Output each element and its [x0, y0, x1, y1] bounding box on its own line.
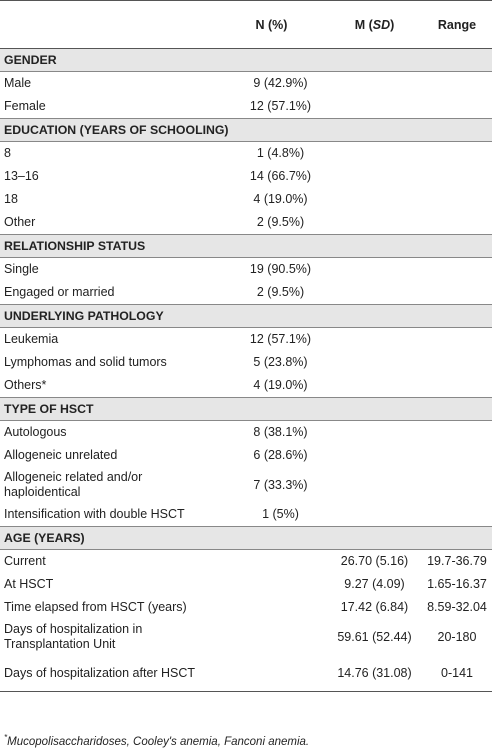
row-label: Lymphomas and solid tumors — [4, 355, 167, 369]
n-percent-value: 2 (9.5%) — [256, 285, 305, 299]
row-n-percent — [216, 467, 327, 503]
section-title: TYPE OF HSCT — [0, 398, 492, 421]
table-row — [0, 655, 492, 692]
row-n-percent — [216, 258, 327, 282]
row-n-percent — [216, 281, 327, 305]
row-mean-sd: 59.61 (52.44) — [337, 629, 412, 644]
row-label: Male — [4, 76, 32, 90]
table-row — [0, 573, 492, 596]
row-n-percent — [216, 72, 327, 96]
row-label: Autologous — [4, 425, 67, 439]
row-range — [422, 142, 492, 166]
footnote-text: Mucopolisaccharidoses, Cooley's anemia, Fanconi anemia. — [7, 735, 310, 748]
section-title: GENDER — [0, 49, 492, 72]
n-percent-value: 9 (42.9%) — [253, 76, 308, 90]
row-n-percent — [216, 619, 327, 655]
row-label: Leukemia — [4, 332, 59, 346]
n-percent-value: 12 (57.1%) — [249, 332, 312, 346]
row-n-percent — [216, 596, 327, 619]
row-mean-sd — [327, 188, 422, 211]
section-header-row — [0, 305, 492, 328]
section-header-row — [0, 527, 492, 550]
row-range — [422, 351, 492, 374]
table-header — [0, 1, 492, 49]
row-n-percent — [216, 421, 327, 445]
row-range — [422, 258, 492, 282]
row-n-percent — [216, 573, 327, 596]
row-label: Allogeneic related and/or haploidentical — [4, 470, 143, 499]
section-title: AGE (YEARS) — [0, 527, 492, 550]
row-range — [422, 421, 492, 445]
row-range — [422, 95, 492, 119]
row-mean-sd: 9.27 (4.09) — [344, 577, 405, 591]
row-label: Time elapsed from HSCT (years) — [4, 600, 187, 614]
n-percent-value: 4 (19.0%) — [253, 192, 308, 206]
row-label: Intensification with double HSCT — [4, 507, 185, 521]
row-range: 20-180 — [437, 629, 477, 644]
n-percent-value: 4 (19.0%) — [253, 378, 308, 392]
section-title: UNDERLYING PATHOLOGY — [0, 305, 492, 328]
row-label: At HSCT — [4, 577, 54, 591]
row-range: 1.65-16.37 — [427, 577, 487, 591]
section-header-row — [0, 49, 492, 72]
row-label: Female — [4, 99, 46, 113]
row-mean-sd: 26.70 (5.16) — [340, 554, 409, 568]
section-header-row — [0, 398, 492, 421]
table-row — [0, 550, 492, 574]
row-label: Engaged or married — [4, 285, 115, 299]
row-label: Single — [4, 262, 39, 276]
row-label: Current — [4, 554, 46, 568]
table-row — [0, 444, 492, 467]
header-range: Range — [422, 1, 492, 49]
section-header-row — [0, 119, 492, 142]
row-mean-sd: 14.76 (31.08) — [327, 655, 422, 692]
row-range: 8.59-32.04 — [427, 600, 487, 614]
table-row — [0, 72, 492, 96]
row-n-percent — [216, 655, 327, 692]
row-range — [422, 165, 492, 188]
table-row — [0, 281, 492, 305]
n-percent-value: 14 (66.7%) — [249, 169, 312, 183]
footnote — [4, 731, 309, 749]
row-mean-sd — [327, 503, 422, 527]
n-percent-value: 7 (33.3%) — [253, 477, 308, 492]
row-n-percent — [216, 503, 327, 527]
section-header-row — [0, 235, 492, 258]
table-row — [0, 421, 492, 445]
section-title: RELATIONSHIP STATUS — [0, 235, 492, 258]
n-percent-value: 8 (38.1%) — [253, 425, 308, 439]
row-n-percent — [216, 550, 327, 574]
n-percent-value: 1 (4.8%) — [256, 146, 305, 160]
section-title: EDUCATION (YEARS OF SCHOOLING) — [0, 119, 492, 142]
n-percent-value: 6 (28.6%) — [253, 448, 308, 462]
table-row — [0, 142, 492, 166]
row-label: Days of hospitalization in Transplantation Unit — [4, 622, 143, 651]
table-row — [0, 258, 492, 282]
row-range — [422, 328, 492, 352]
row-range — [422, 211, 492, 235]
table-body — [0, 49, 492, 692]
row-mean-sd — [327, 211, 422, 235]
n-percent-value: 12 (57.1%) — [249, 99, 312, 113]
row-range — [422, 444, 492, 467]
header-mean: M — [354, 17, 369, 32]
row-range — [422, 503, 492, 527]
row-label: 8 — [4, 146, 11, 160]
row-mean-sd — [327, 467, 422, 503]
row-mean-sd — [327, 142, 422, 166]
table-row — [0, 503, 492, 527]
row-n-percent — [216, 142, 327, 166]
row-mean-sd — [327, 444, 422, 467]
table-row — [0, 211, 492, 235]
row-mean-sd — [327, 351, 422, 374]
row-mean-sd — [327, 165, 422, 188]
row-range — [422, 72, 492, 96]
header-mean-sd: M (SD) — [327, 1, 422, 49]
row-range — [422, 467, 492, 503]
table-row — [0, 351, 492, 374]
n-percent-value: 2 (9.5%) — [256, 215, 305, 229]
n-percent-value: 5 (23.8%) — [253, 355, 308, 369]
row-mean-sd — [327, 72, 422, 96]
n-percent-value: 19 (90.5%) — [249, 262, 312, 276]
row-label: Days of hospitalization after HSCT — [0, 655, 216, 692]
row-mean-sd — [327, 374, 422, 398]
table-row — [0, 374, 492, 398]
row-range — [422, 281, 492, 305]
table-row — [0, 596, 492, 619]
row-label: Other — [4, 215, 36, 229]
table-row — [0, 95, 492, 119]
header-sd: SD — [372, 17, 391, 32]
row-n-percent — [216, 95, 327, 119]
row-mean-sd — [327, 95, 422, 119]
table-row — [0, 467, 492, 503]
table-row — [0, 619, 492, 655]
row-label: 13–16 — [4, 169, 39, 183]
row-label: Others* — [4, 378, 47, 392]
row-label: Allogeneic unrelated — [4, 448, 118, 462]
table-row — [0, 188, 492, 211]
table-row — [0, 328, 492, 352]
row-range: 19.7-36.79 — [427, 554, 487, 568]
row-mean-sd — [327, 328, 422, 352]
row-n-percent — [216, 444, 327, 467]
row-n-percent — [216, 165, 327, 188]
row-range — [422, 188, 492, 211]
row-n-percent — [216, 188, 327, 211]
header-label-column — [0, 1, 216, 49]
n-percent-value: 1 (5%) — [262, 507, 299, 521]
row-range — [422, 374, 492, 398]
footnote-mark: * — [4, 733, 8, 742]
row-n-percent — [216, 374, 327, 398]
row-mean-sd: 17.42 (6.84) — [340, 600, 409, 614]
row-n-percent — [216, 328, 327, 352]
row-label: 18 — [4, 192, 18, 206]
header-n-percent: N (%) — [216, 1, 327, 49]
row-mean-sd — [327, 258, 422, 282]
row-range: 0-141 — [422, 655, 492, 692]
row-n-percent — [216, 351, 327, 374]
row-mean-sd — [327, 281, 422, 305]
row-mean-sd — [327, 421, 422, 445]
table-row — [0, 165, 492, 188]
row-n-percent — [216, 211, 327, 235]
